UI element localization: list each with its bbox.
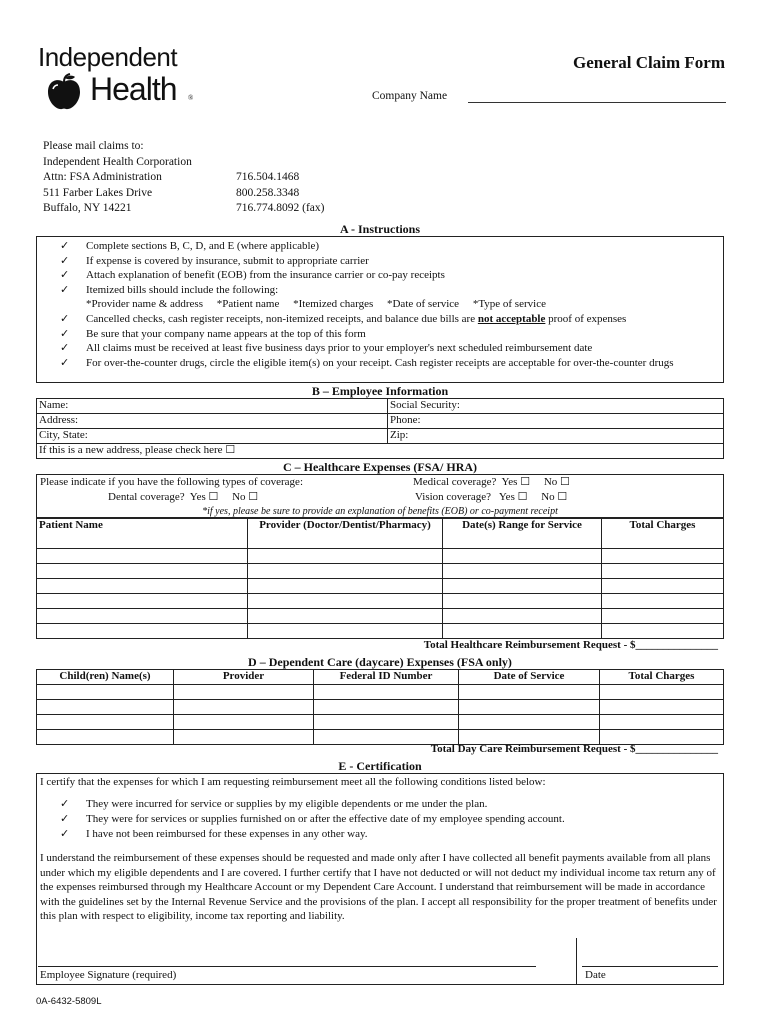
form-code: 0A-6432-5809L (36, 996, 102, 1007)
table-row[interactable] (37, 715, 724, 730)
col-federal-id: Federal ID Number (314, 670, 459, 685)
table-row[interactable] (37, 549, 724, 564)
phone-field[interactable]: Phone: (388, 414, 724, 429)
company-name-label: Company Name (372, 90, 448, 102)
healthcare-expenses-table (36, 518, 724, 639)
section-e-title: E - Certification (338, 759, 422, 773)
check-icon: ✓ (60, 312, 70, 325)
table-row[interactable] (37, 685, 724, 700)
date-label: Date (585, 969, 606, 981)
check-icon: ✓ (60, 813, 70, 825)
check-icon: ✓ (60, 356, 70, 369)
mailing-address (43, 139, 192, 217)
phone-line: 800.258.3348 (236, 186, 300, 199)
table-row[interactable] (37, 594, 724, 609)
col-provider: Provider (Doctor/Dentist/Pharmacy) (248, 519, 443, 549)
list-item: ✓ Cancelled checks, cash register receipts, non-itemized receipts, and balance due bills are not acceptable proof of expenses (60, 312, 627, 325)
col-patient-name: Patient Name (37, 519, 248, 549)
apple-logo-icon (44, 72, 84, 112)
daycare-total-field[interactable]: Total Day Care Reimbursement Request - $_______________ (430, 743, 718, 755)
name-field[interactable]: Name: (37, 399, 388, 414)
date-line[interactable] (582, 966, 718, 967)
table-row[interactable] (37, 624, 724, 639)
list-item: ✓ Be sure that your company name appears at the top of this form (60, 327, 366, 340)
company-name-field[interactable] (468, 102, 726, 103)
not-acceptable-emphasis: not acceptable (477, 312, 546, 325)
mail-line: 511 Farber Lakes Drive (43, 186, 153, 199)
medical-coverage-checkbox[interactable]: Medical coverage? Yes ☐ No ☐ (413, 476, 570, 488)
col-total-charges: Total Charges (602, 519, 724, 549)
list-item: ✓ They were incurred for service or supplies by my eligible dependents or me under the plan. (60, 798, 488, 810)
section-b-title: B – Employee Information (311, 384, 449, 398)
fax-line: 716.774.8092 (fax) (236, 202, 325, 214)
address-field[interactable]: Address: (37, 414, 388, 429)
check-icon: ✓ (60, 240, 70, 252)
list-item: ✓ Itemized bills should include the following: (60, 283, 279, 296)
list-item: ✓ Complete sections B, C, D, and E (where applicable) (60, 240, 320, 252)
table-row[interactable] (37, 609, 724, 624)
dependent-care-table (36, 669, 724, 745)
logo-wordmark-top: Independent (38, 42, 178, 72)
signature-line[interactable] (38, 966, 536, 967)
list-item: ✓ I have not been reimbursed for these expenses in any other way. (60, 828, 368, 840)
list-item: ✓ All claims must be received at least five business days prior to your employer's next scheduled reimbursement date (60, 342, 593, 355)
registered-mark: ® (188, 94, 194, 102)
zip-field[interactable]: Zip: (388, 429, 724, 444)
eob-note: *if yes, please be sure to provide an explanation of benefits (EOB) or co-payment receipt (202, 506, 558, 517)
check-icon: ✓ (60, 327, 70, 340)
healthcare-total-field[interactable]: Total Healthcare Reimbursement Request - $_______________ (423, 639, 718, 651)
check-icon: ✓ (60, 342, 70, 355)
check-icon: ✓ (60, 828, 70, 840)
coverage-prompt: Please indicate if you have the following types of coverage: (40, 476, 303, 488)
signature-label: Employee Signature (required) (40, 969, 177, 981)
certification-intro: I certify that the expenses for which I am requesting reimbursement meet all the following conditions listed below: (40, 776, 546, 788)
form-title: General Claim Form (572, 53, 725, 72)
certification-list (60, 797, 565, 842)
table-row[interactable] (37, 564, 724, 579)
table-row[interactable] (37, 579, 724, 594)
list-item: ✓ They were for services or supplies furnished on or after the effective date of my employee spending account. (60, 813, 565, 825)
list-item: ✓ If expense is covered by insurance, submit to appropriate carrier (60, 254, 369, 267)
social-security-field[interactable]: Social Security: (388, 399, 724, 414)
col-date-of-service: Date of Service (459, 670, 600, 685)
check-icon: ✓ (60, 254, 70, 267)
table-row[interactable] (37, 700, 724, 715)
logo-wordmark-bottom: Health (90, 71, 177, 107)
dental-coverage-checkbox[interactable]: Dental coverage? Yes ☐ No ☐ (108, 491, 259, 503)
col-children-names: Child(ren) Name(s) (37, 670, 174, 685)
new-address-checkbox[interactable]: If this is a new address, please check here ☐ (37, 444, 724, 459)
employee-info-table (36, 398, 724, 459)
section-d-title: D – Dependent Care (daycare) Expenses (FSA only) (248, 655, 512, 669)
check-icon: ✓ (60, 269, 70, 282)
mail-line: Buffalo, NY 14221 (43, 202, 132, 214)
city-state-field[interactable]: City, State: (37, 429, 388, 444)
phone-line: 716.504.1468 (236, 171, 300, 183)
list-item: ✓ Attach explanation of benefit (EOB) from the insurance carrier or co-pay receipts (60, 269, 445, 282)
col-date-range: Date(s) Range for Service (443, 519, 602, 549)
mail-line: Independent Health Corporation (43, 155, 192, 168)
signature-divider (576, 938, 577, 985)
section-c-title: C – Healthcare Expenses (FSA/ HRA) (282, 460, 478, 474)
check-icon: ✓ (60, 798, 70, 810)
instructions-list (60, 239, 706, 370)
col-total-charges: Total Charges (600, 670, 724, 685)
phone-numbers (236, 170, 324, 217)
mail-line: Attn: FSA Administration (43, 171, 162, 183)
vision-coverage-checkbox[interactable]: Vision coverage? Yes ☐ No ☐ (415, 491, 568, 503)
certification-paragraph: I understand the reimbursement of these expenses should be requested and made only after I have collected all benefit payments available from all plans under which my eligible dependents and I are covered. I further certify that I have not deducted or will not deduct my individual income tax return any of the expenses reimbursed through my Healthcare Account or my Dependent Care Account. I understand that reimbursement will be made in accordance with the guidelines set by the Internal Revenue Service and the provisions of the plan. I accept all responsibility for the proper treatment of benefits under this plan with respect to eligibility, income tax reporting and liability. (40, 852, 717, 923)
section-a-title: A - Instructions (339, 222, 420, 236)
list-item-sub: *Provider name & address *Patient name *Itemized charges *Date of service *Type of service (86, 298, 546, 311)
check-icon: ✓ (60, 283, 70, 296)
mail-line: Please mail claims to: (43, 140, 144, 152)
list-item: ✓ For over-the-counter drugs, circle the eligible item(s) on your receipt. Cash register receipts are acceptable for over-the-counter drugs (60, 356, 674, 369)
col-provider: Provider (174, 670, 314, 685)
